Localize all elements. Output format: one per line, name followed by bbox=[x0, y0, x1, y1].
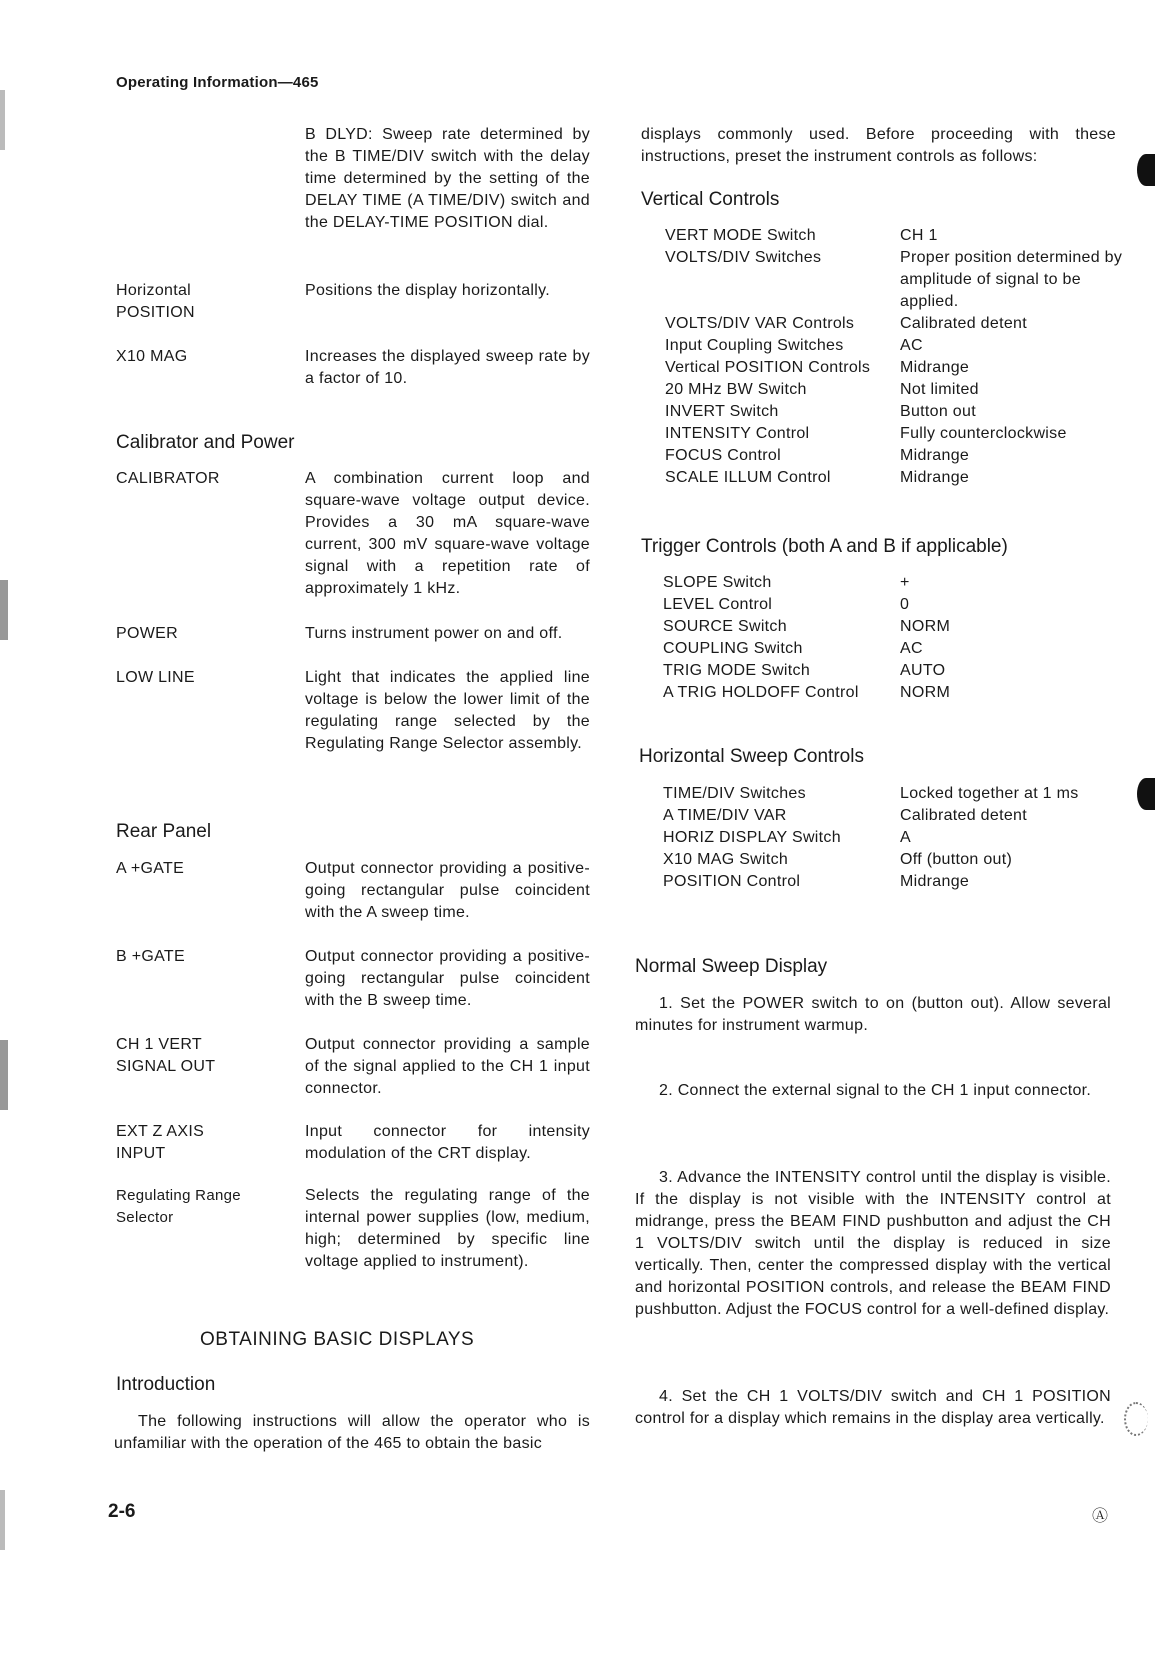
control-name: Input Coupling Switches bbox=[665, 337, 844, 354]
horizontal-sweep-controls-table bbox=[663, 783, 1123, 893]
control-row bbox=[665, 401, 1125, 423]
control-setting: Calibrated detent bbox=[900, 807, 1027, 824]
control-row bbox=[663, 660, 1123, 682]
term-b-gate: B +GATE bbox=[116, 948, 185, 965]
term-ext-z-axis-input bbox=[116, 1121, 301, 1165]
control-name: 20 MHz BW Switch bbox=[665, 381, 807, 398]
step-2: 2. Connect the external signal to the CH 1 input connector. bbox=[659, 1082, 1092, 1099]
control-setting: 0 bbox=[900, 596, 910, 613]
control-row bbox=[665, 423, 1125, 445]
term-line: Selector bbox=[116, 1209, 174, 1226]
control-setting: AC bbox=[900, 640, 923, 657]
control-row bbox=[663, 805, 1123, 827]
scan-edge-noise bbox=[0, 1490, 5, 1550]
control-name: SOURCE Switch bbox=[663, 618, 787, 635]
control-row bbox=[663, 572, 1123, 594]
b-dlyd-description: B DLYD: Sweep rate determined by the B TIME/DIV switch with the delay time determined by the setting of the DELAY TIME (A TIME/DIV) switch and the DELAY-TIME POSITION dial. bbox=[305, 126, 590, 231]
term-line: POSITION bbox=[116, 304, 195, 321]
term-line: Horizontal bbox=[116, 282, 192, 299]
term-line: SIGNAL OUT bbox=[116, 1058, 216, 1075]
section-heading-horizontal-sweep-controls: Horizontal Sweep Controls bbox=[639, 746, 864, 767]
control-setting: Midrange bbox=[900, 469, 970, 486]
control-name: SCALE ILLUM Control bbox=[665, 469, 831, 486]
desc-horizontal-position: Positions the display horizontally. bbox=[305, 282, 550, 299]
control-name: INVERT Switch bbox=[665, 403, 779, 420]
control-setting: AUTO bbox=[900, 662, 946, 679]
control-row bbox=[665, 247, 1125, 313]
control-setting: NORM bbox=[900, 618, 951, 635]
term-power: POWER bbox=[116, 625, 178, 642]
desc-ch1-vert-signal-out: Output connector providing a sample of the signal applied to the CH 1 input connector. bbox=[305, 1036, 590, 1097]
control-setting: NORM bbox=[900, 684, 951, 701]
control-setting: CH 1 bbox=[900, 227, 938, 244]
section-heading-calibrator-power: Calibrator and Power bbox=[116, 432, 295, 453]
binder-hole-mark bbox=[1137, 778, 1155, 810]
intro-paragraph: The following instructions will allow the operator who is unfamiliar with the operation of the 465 to obtain the basic bbox=[114, 1413, 590, 1452]
control-row bbox=[663, 827, 1123, 849]
desc-low-line: Light that indicates the applied line voltage is below the lower limit of the regulating range selected by the Regulating Range Selector assembly. bbox=[305, 669, 590, 752]
scan-edge-noise bbox=[0, 90, 5, 150]
control-row bbox=[663, 849, 1123, 871]
control-name: Vertical POSITION Controls bbox=[665, 359, 871, 376]
desc-ext-z-axis-input: Input connector for intensity modulation of the CRT display. bbox=[305, 1123, 590, 1162]
control-row bbox=[665, 225, 1125, 247]
control-row bbox=[665, 379, 1125, 401]
desc-x10-mag: Increases the displayed sweep rate by a factor of 10. bbox=[305, 348, 590, 387]
desc-b-gate: Output connector providing a positive-going rectangular pulse coincident with the B sweep time. bbox=[305, 948, 590, 1009]
section-heading-obtaining-basic-displays: OBTAINING BASIC DISPLAYS bbox=[200, 1329, 475, 1350]
control-row bbox=[665, 467, 1125, 489]
control-row bbox=[665, 445, 1125, 467]
control-setting: Calibrated detent bbox=[900, 315, 1027, 332]
control-name: TRIG MODE Switch bbox=[663, 662, 811, 679]
term-line: EXT Z AXIS bbox=[116, 1123, 205, 1140]
control-name: POSITION Control bbox=[663, 873, 801, 890]
control-row bbox=[663, 594, 1123, 616]
control-name: TIME/DIV Switches bbox=[663, 785, 806, 802]
control-name: LEVEL Control bbox=[663, 596, 773, 613]
control-row bbox=[663, 682, 1123, 704]
section-heading-normal-sweep-display: Normal Sweep Display bbox=[635, 956, 828, 977]
term-regulating-range-selector bbox=[116, 1185, 301, 1229]
term-line: INPUT bbox=[116, 1145, 166, 1162]
control-setting: A bbox=[900, 829, 911, 846]
step-4: 4. Set the CH 1 VOLTS/DIV switch and CH 1 POSITION control for a display which remains in the display area vertically. bbox=[635, 1388, 1111, 1427]
trigger-controls-table bbox=[663, 572, 1123, 704]
control-setting: Fully counterclockwise bbox=[900, 425, 1067, 442]
control-name: VERT MODE Switch bbox=[665, 227, 816, 244]
control-name: FOCUS Control bbox=[665, 447, 781, 464]
control-name: COUPLING Switch bbox=[663, 640, 803, 657]
control-setting: Midrange bbox=[900, 359, 970, 376]
control-name: A TIME/DIV VAR bbox=[663, 807, 787, 824]
control-name: VOLTS/DIV VAR Controls bbox=[665, 315, 855, 332]
section-heading-vertical-controls: Vertical Controls bbox=[641, 189, 780, 210]
section-heading-trigger-controls: Trigger Controls (both A and B if applicable) bbox=[641, 536, 1008, 557]
term-ch1-vert-signal-out bbox=[116, 1034, 301, 1078]
control-row bbox=[663, 638, 1123, 660]
control-name: INTENSITY Control bbox=[665, 425, 810, 442]
section-heading-rear-panel: Rear Panel bbox=[116, 821, 212, 842]
control-setting: + bbox=[900, 574, 910, 591]
step-3: 3. Advance the INTENSITY control until the display is visible. If the display is not visible with the INTENSITY control at midrange, press the BEAM FIND pushbutton and adjust the CH 1 VOLTS/DIV switch until the display is reduced in size vertically. Then, center the compressed display with the vertical and horizontal POSITION controls, and release the BEAM FIND pushbutton. Adjust the FOCUS control for a well-defined display. bbox=[635, 1169, 1111, 1318]
term-calibrator: CALIBRATOR bbox=[116, 470, 220, 487]
control-row bbox=[665, 335, 1125, 357]
control-row bbox=[663, 783, 1123, 805]
control-setting: Midrange bbox=[900, 447, 970, 464]
revision-mark: Ⓐ bbox=[1092, 1508, 1109, 1525]
term-line: CH 1 VERT bbox=[116, 1036, 202, 1053]
control-setting: Not limited bbox=[900, 381, 979, 398]
desc-power: Turns instrument power on and off. bbox=[305, 625, 563, 642]
control-name: X10 MAG Switch bbox=[663, 851, 789, 868]
control-setting: AC bbox=[900, 337, 923, 354]
control-row bbox=[663, 616, 1123, 638]
vertical-controls-table bbox=[665, 225, 1125, 489]
desc-calibrator: A combination current loop and square-wave voltage output device. Provides a 30 mA square-wave current, 300 mV square-wave voltage signal with a repetition rate of approximately 1 kHz. bbox=[305, 470, 590, 597]
step-1: 1. Set the POWER switch to on (button out). Allow several minutes for instrument warmup. bbox=[635, 995, 1111, 1034]
scan-edge-noise bbox=[0, 580, 8, 640]
control-setting: Locked together at 1 ms bbox=[900, 785, 1079, 802]
control-name: HORIZ DISPLAY Switch bbox=[663, 829, 841, 846]
term-line: Regulating Range bbox=[116, 1187, 241, 1204]
binder-hole-mark bbox=[1137, 154, 1155, 186]
control-row bbox=[663, 871, 1123, 893]
intro-continuation: displays commonly used. Before proceeding with these instructions, preset the instrument controls as follows: bbox=[641, 126, 1116, 165]
control-setting: Button out bbox=[900, 403, 976, 420]
scan-edge-noise bbox=[0, 1040, 8, 1110]
control-name: VOLTS/DIV Switches bbox=[665, 249, 822, 266]
section-heading-introduction: Introduction bbox=[116, 1374, 216, 1395]
term-horizontal-position bbox=[116, 280, 301, 324]
binder-hole-mark bbox=[1124, 1402, 1148, 1436]
desc-regulating-range-selector: Selects the regulating range of the internal power supplies (low, medium, high; determined by specific line voltage applied to instrument). bbox=[305, 1187, 590, 1270]
control-setting: Proper position determined by amplitude of signal to be applied. bbox=[900, 249, 1123, 310]
term-a-gate: A +GATE bbox=[116, 860, 185, 877]
term-low-line: LOW LINE bbox=[116, 669, 195, 686]
page-number: 2-6 bbox=[108, 1501, 136, 1522]
control-name: A TRIG HOLDOFF Control bbox=[663, 684, 859, 701]
control-setting: Midrange bbox=[900, 873, 970, 890]
term-x10-mag: X10 MAG bbox=[116, 348, 188, 365]
control-name: SLOPE Switch bbox=[663, 574, 772, 591]
control-row bbox=[665, 357, 1125, 379]
control-setting: Off (button out) bbox=[900, 851, 1013, 868]
desc-a-gate: Output connector providing a positive-going rectangular pulse coincident with the A sweep time. bbox=[305, 860, 590, 921]
running-head: Operating Information—465 bbox=[116, 74, 319, 91]
control-row bbox=[665, 313, 1125, 335]
